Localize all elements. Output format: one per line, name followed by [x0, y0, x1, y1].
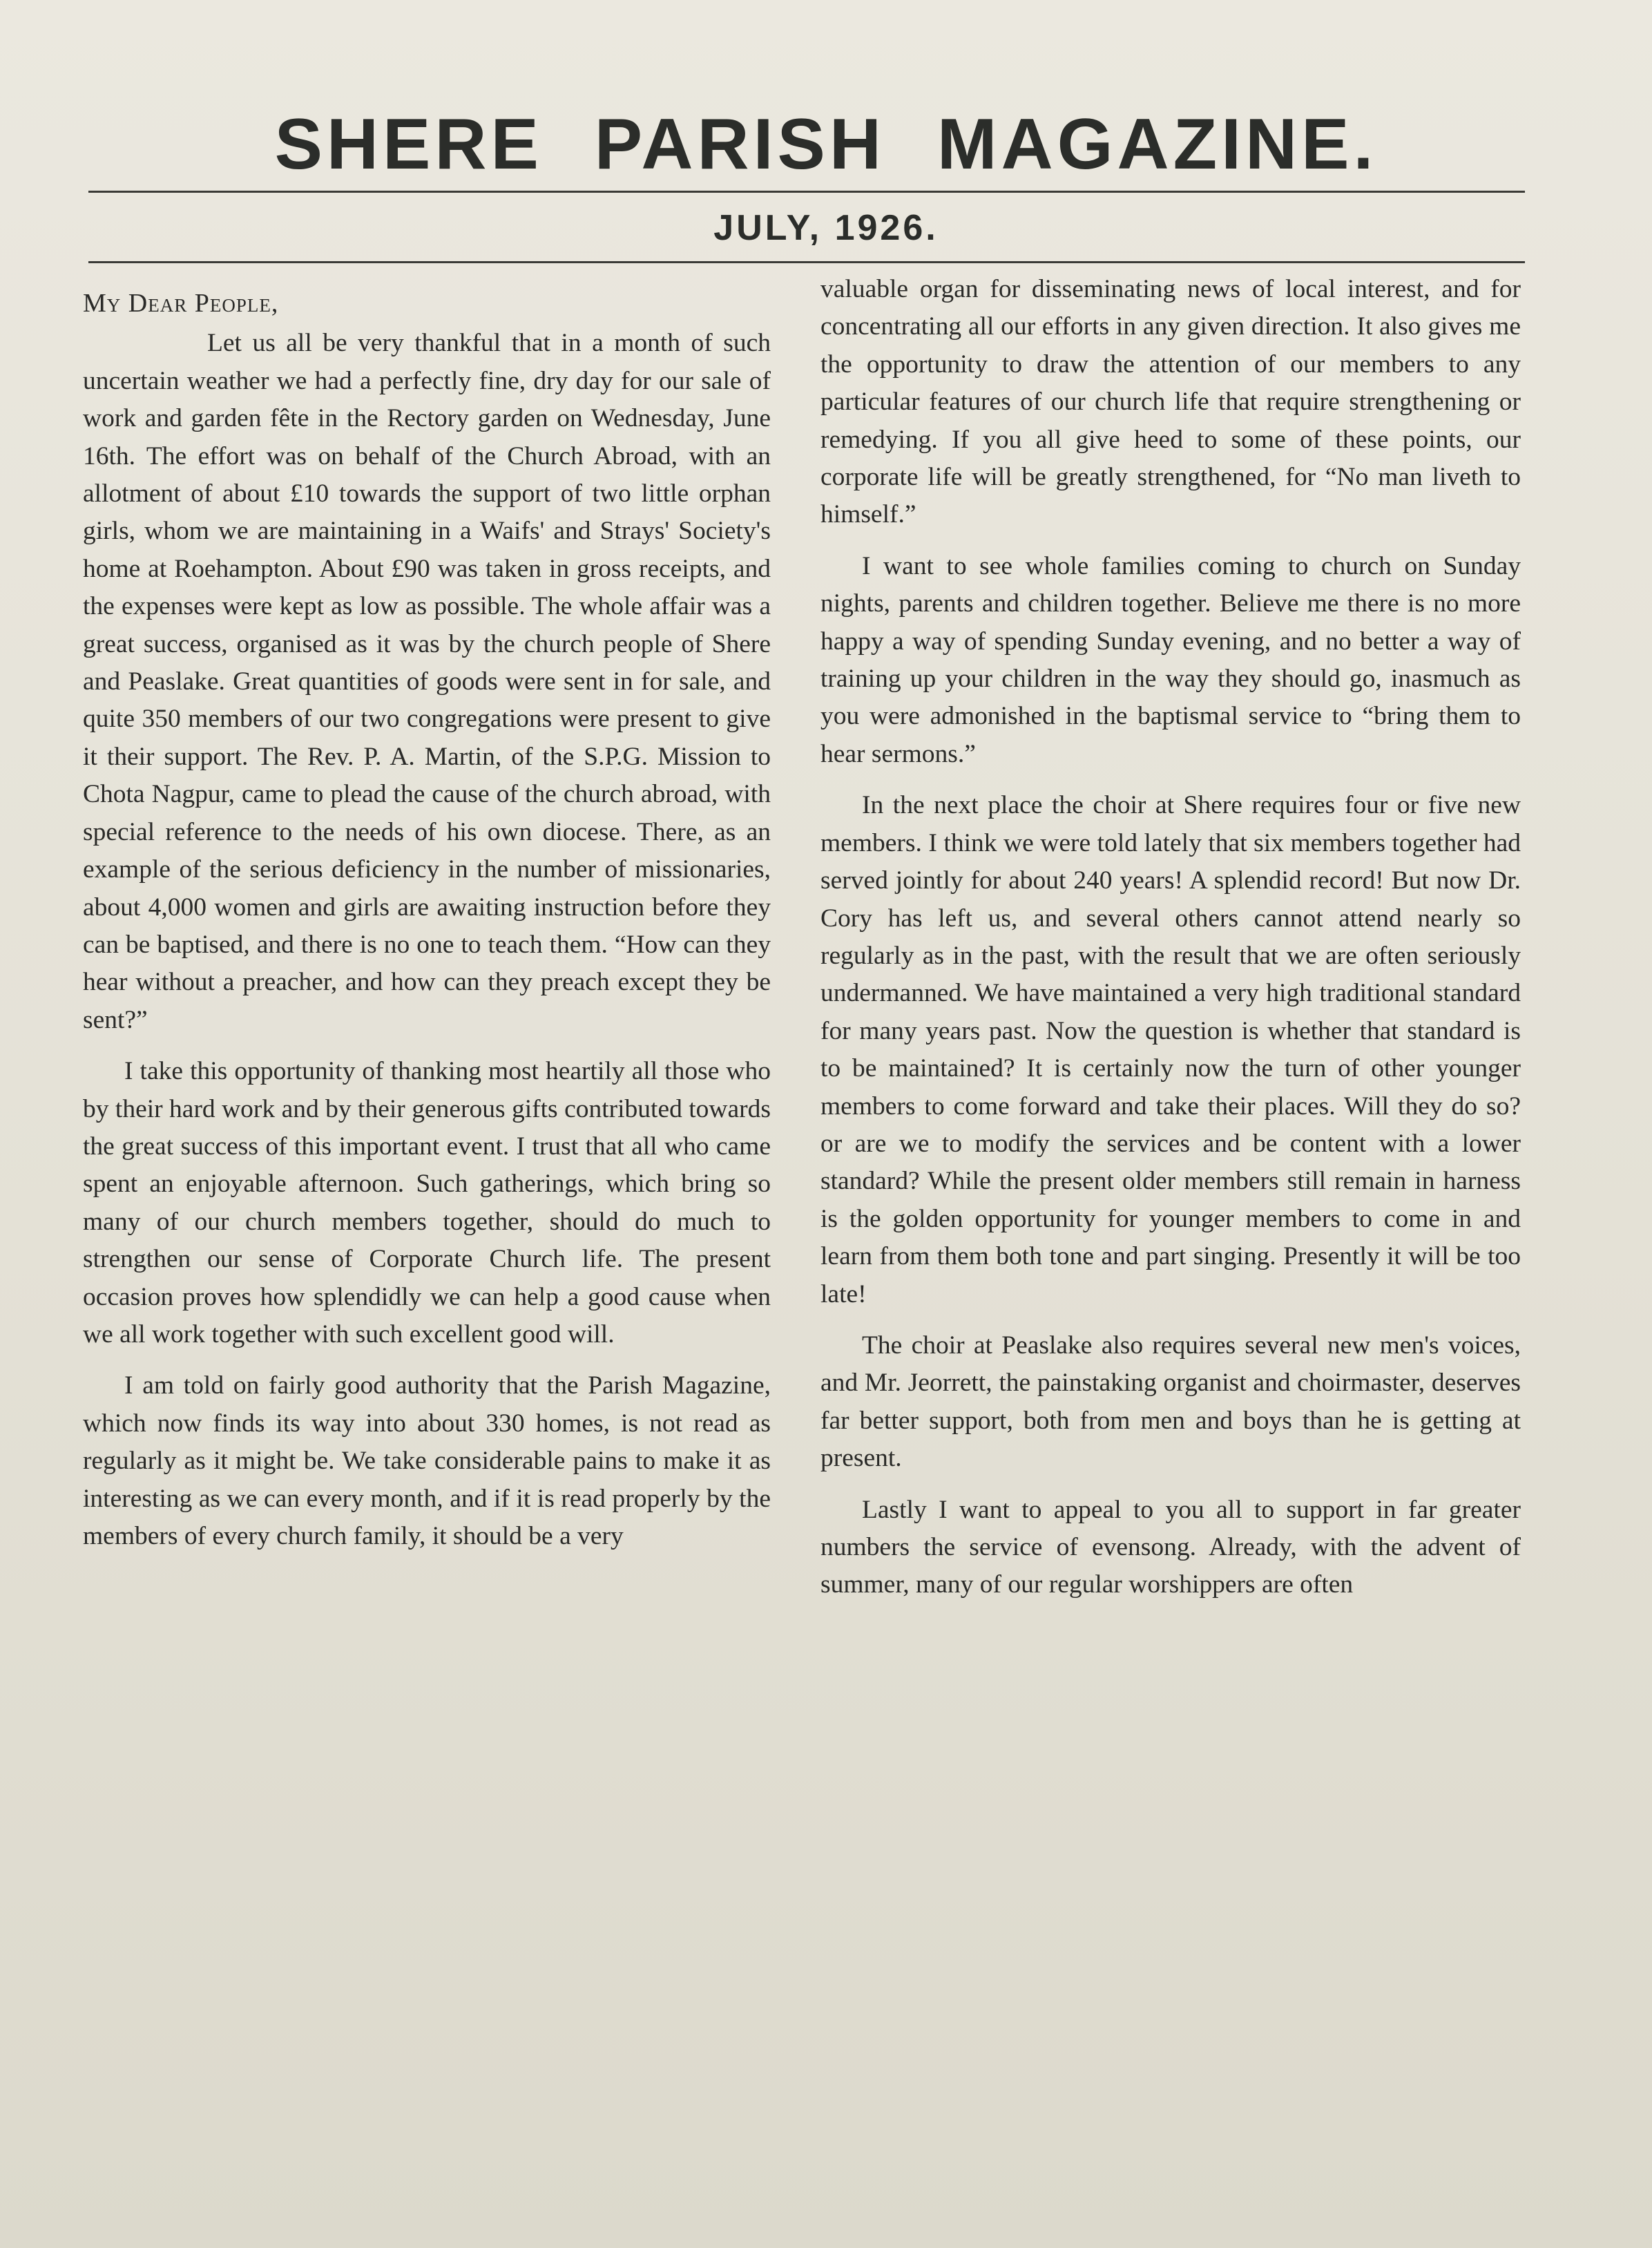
salutation: My Dear People,: [83, 289, 279, 318]
issue-date: JULY, 1926.: [713, 208, 939, 248]
right-column: [820, 271, 1521, 1604]
left-column: [83, 285, 771, 1555]
paragraph-parish-magazine: I am told on fairly good authority that the Parish Magazine, which now finds its way into about 330 homes, is not read as regularly as it might be. We take considerable pains to make it as interesting as we can every month, and if it is read properly by the members of every church family, it should be a very: [83, 1371, 771, 1550]
paragraph-shere-choir: In the next place the choir at Shere requires four or five new members. I think we were told lately that six members together had served jointly for about 240 years! A splendid record! But now Dr. Cory has left us, and several others cannot attend nearly so regularly as in the past, with the result that we are often seriously undermanned. We have maintained a very high traditional standard for many years past. Now the question is whether that standard is to be maintained? It is certainly now the turn of other younger members to come forward and take their places. Will they do so? or are we to modify the services and be content with a lower standard? While the present older members still remain in harness is the golden opportunity for younger members to come in and learn from them both tone and part singing. Presently it will be too late!: [820, 791, 1521, 1308]
paragraph-magazine-continued: valuable organ for disseminating news of local interest, and for concentrating all our efforts in any given direction. It also gives me the opportunity to draw the attention of our members to any particular features of our church life that require strengthening or remedying. If you all give heed to some of these points, our corporate life will be greatly strengthened, for “No man liveth to himself.”: [820, 275, 1521, 529]
paragraph-sale-of-work: Let us all be very thankful that in a month of such uncertain weather we had a perfectly fine, dry day for our sale of work and garden fête in the Rectory garden on Wednesday, June 16th. The effort was on behalf of the Church Abroad, with an allotment of about £10 towards the support of two little orphan girls, whom we are maintaining in a Waifs' and Strays' Society's home at Roehampton. About £90 was taken in gross receipts, and the expenses were kept as low as possible. The whole affair was a great success, organised as it was by the church people of Shere and Peaslake. Great quantities of goods were sent in for sale, and quite 350 members of our two congregations were present to give it their support. The Rev. P. A. Martin, of the S.P.G. Mission to Chota Nagpur, came to plead the cause of the church abroad, with special reference to the needs of his own diocese. There, as an example of the serious deficiency in the number of missionaries, about 4,000 women and girls are awaiting instruction before they can be baptised, and there is no one to teach them. “How can they hear without a preacher, and how can they preach except they be sent?”: [83, 329, 771, 1034]
magazine-title: SHERE PARISH MAGAZINE.: [274, 104, 1378, 184]
paragraph-thanks: I take this opportunity of thanking most heartily all those who by their hard work and by their generous gifts contributed towards the great success of this important event. I trust that all who came spent an enjoyable afternoon. Such gatherings, which bring so many of our church members together, should do much to strengthen our sense of Corporate Church life. The present occasion proves how splendidly we can help a good cause when we all work together with such excellent good will.: [83, 1057, 771, 1349]
masthead-rule-bottom: [88, 261, 1525, 263]
paragraph-evensong: Lastly I want to appeal to you all to support in far greater numbers the service of evensong. Already, with the advent of summer, many of our regular worshippers are often: [820, 1495, 1521, 1599]
masthead-rule-top: [88, 191, 1525, 193]
paragraph-peaslake-choir: The choir at Peaslake also requires several new men's voices, and Mr. Jeorrett, the painstaking organist and choirmaster, deserves far better support, both from men and boys than he is getting at present.: [820, 1331, 1521, 1473]
paragraph-families: I want to see whole families coming to church on Sunday nights, parents and children together. Believe me there is no more happy a way of spending Sunday evening, and no better a way of training up your children in the way they should go, inasmuch as you were admonished in the baptismal service to “bring them to hear sermons.”: [820, 551, 1521, 768]
